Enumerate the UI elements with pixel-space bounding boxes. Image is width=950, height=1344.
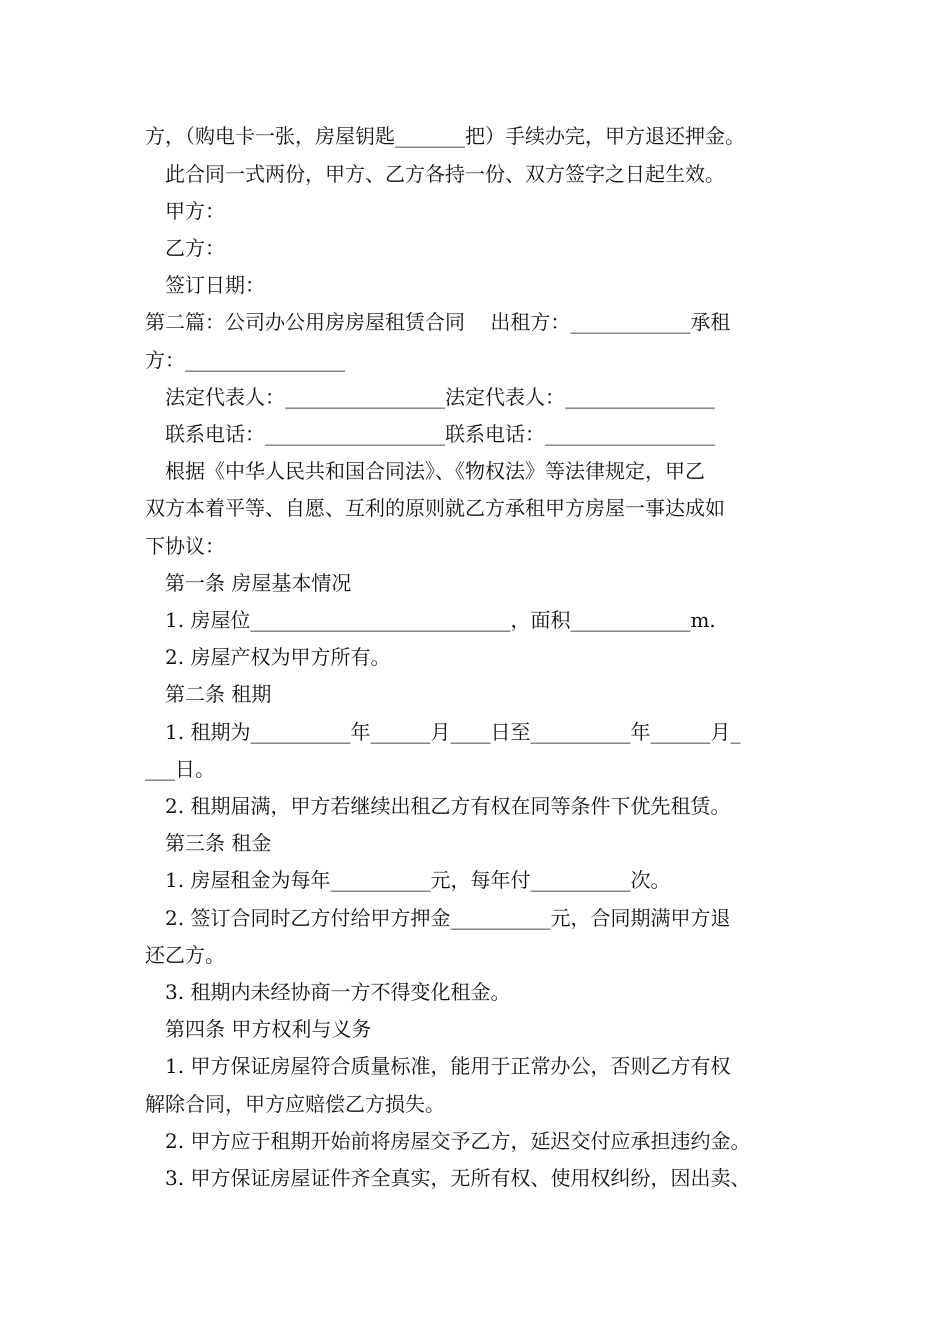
text-line: 2. 签订合同时乙方付给甲方押金__________元，合同期满甲方退: [165, 906, 731, 930]
text-line: 签订日期：: [165, 273, 265, 297]
text-line: ___日。: [145, 757, 215, 781]
text-line: 法定代表人：________________法定代表人：_______________: [165, 385, 715, 409]
text-line: 解除合同，甲方应赔偿乙方损失。: [145, 1092, 445, 1116]
text-line: 乙方：: [165, 236, 225, 260]
text-line: 根据《中华人民共和国合同法》、《物权法》等法律规定，甲乙: [165, 459, 705, 483]
text-line: 2. 租期届满，甲方若继续出租乙方有权在同等条件下优先租赁。: [165, 794, 731, 818]
text-line: 此合同一式两份，甲方、乙方各持一份、双方签字之日起生效。: [165, 162, 725, 186]
text-line: 还乙方。: [145, 943, 225, 967]
text-line: 3. 租期内未经协商一方不得变化租金。: [165, 980, 511, 1004]
text-line: 2. 甲方应于租期开始前将房屋交予乙方，延迟交付应承担违约金。: [165, 1129, 751, 1153]
text-line: 2. 房屋产权为甲方所有。: [165, 645, 391, 669]
text-line: 下协议：: [145, 534, 225, 558]
article-heading: 第三条 租金: [165, 831, 272, 855]
text-line: 1. 租期为__________年______月____日至__________年______月_: [165, 720, 741, 744]
text-line: 方，（购电卡一张，房屋钥匙_______把）手续办完，甲方退还押金。: [145, 124, 745, 148]
text-line: 3. 甲方保证房屋证件齐全真实，无所有权、使用权纠纷，因出卖、: [165, 1166, 751, 1190]
text-line: 方：________________: [145, 348, 345, 372]
section-heading-line: 第二篇：公司办公用房房屋租赁合同 出租方：____________承租: [145, 310, 731, 334]
article-heading: 第一条 房屋基本情况: [165, 571, 352, 595]
text-line: 1. 房屋租金为每年__________元，每年付__________次。: [165, 868, 671, 892]
text-line: 双方本着平等、自愿、互利的原则就乙方承租甲方房屋一事达成如: [145, 496, 725, 520]
text-line: 1. 甲方保证房屋符合质量标准，能用于正常办公，否则乙方有权: [165, 1054, 731, 1078]
text-line: 1. 房屋位__________________________，面积____________m.: [165, 608, 716, 632]
text-line: 甲方：: [165, 199, 225, 223]
article-heading: 第二条 租期: [165, 682, 272, 706]
article-heading: 第四条 甲方权利与义务: [165, 1017, 372, 1041]
text-line: 联系电话：__________________联系电话：_________________: [165, 422, 715, 446]
